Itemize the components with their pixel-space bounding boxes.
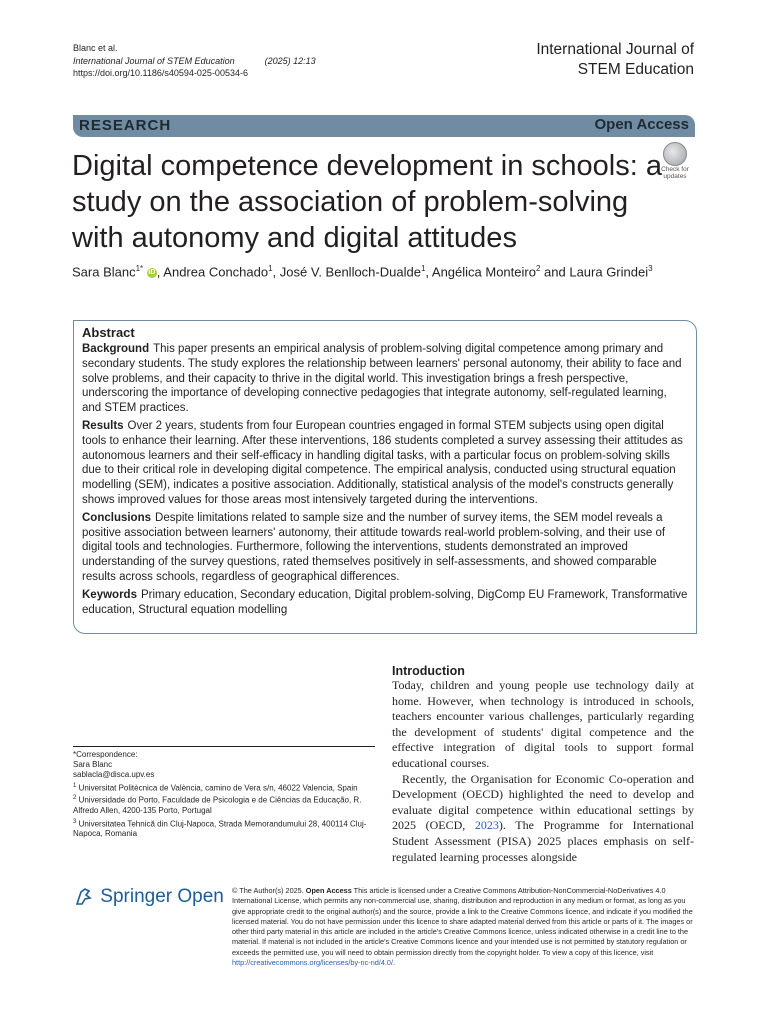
springer-horse-icon	[73, 886, 95, 908]
journal-title: International Journal of STEM Education	[536, 41, 694, 78]
abstract-heading: Abstract	[82, 325, 135, 340]
author-name[interactable]: and Laura Grindei	[540, 264, 649, 280]
abstract-background: Background This paper presents an empirical analysis of problem-solving digital competence among primary and secondary students. The study explores the relationship between learners' personal autonomy, their ability to face and solve problems, and their capacity to thrive in the digital world. This investigation brings a fresh perspective, underscoring the importance of developing connective pedagogies that integrate autonomy, self-regulated learning, and STEM practices.	[82, 343, 682, 415]
article-type-label: RESEARCH	[79, 117, 172, 134]
check-updates-icon	[663, 142, 687, 166]
running-header	[73, 42, 316, 80]
license-text: © The Author(s) 2025. Open Access This article is licensed under a Creative Commons Attribution-NonCommercial-NoDerivatives 4.0 International License, which permits any non-commercial use, sharing, distribution and reproduction in any medium or format, as long as you give appropriate credit to the original author(s) and the source, provide a link to the Creative Commons licence, and indicate if you modified the licensed material. You do not have permission under this licence to share adapted material derived from this article or parts of it. The images or other third party material in this article are included in the article's Creative Commons licence, unless indicated otherwise in a credit line to the material. If material is not included in the article's Creative Commons licence and your intended use is not permitted by statutory regulation or exceeds the permitted use, you will need to obtain permission directly from the copyright holder. To view a copy of this licence, visit http://creativecommons.org/licenses/by-nc-nd/4.0/.	[232, 886, 693, 968]
author-name[interactable]: , José V. Benlloch-Dualde	[272, 264, 421, 280]
author-list: Sara Blanc$^{1*}$ iD , Andrea Conchado$^1$, José V. Benlloch-Dualde$^1$, Angélica Monteiro$^2$ and Laura Grindei$^3$	[72, 264, 653, 280]
check-for-updates-badge[interactable]: Check for updates	[656, 142, 694, 180]
paragraph: Today, children and young people use technology daily at home. However, when technology is introduced in schools, teachers encounter various challenges, particularly regarding the development of students' digital competence and the effective integration of digital tools to support formal educational courses.	[392, 678, 694, 770]
author-name[interactable]: , Angélica Monteiro	[425, 264, 536, 280]
article-type-band	[73, 115, 695, 137]
section-heading: Introduction	[392, 664, 465, 678]
author-line: Blanc et al.	[73, 43, 118, 53]
paragraph: Recently, the Organisation for Economic Co-operation and Development (OECD) highlighted the need to develop and evaluate digital competence within educational settings by 2025 (OECD, 2023). The Programme for International Student Assessment (PISA) 2025 places emphasis on self-regulated learning processes alongside	[392, 771, 694, 864]
journal-name: International Journal of STEM Education	[73, 55, 235, 66]
volume: (2025) 12:13	[264, 55, 316, 66]
author-name[interactable]: Sara Blanc	[72, 264, 136, 280]
abstract-box	[73, 320, 697, 634]
correspondence-note: *Correspondence: Sara Blanc sablacla@disca.upv.es $^1$ Universitat Politècnica de València, camino de Vera s/n, 46022 Valencia, Spain $^2$ Universidade do Porto, Faculdade de Psicologia e de Ciências da Educação, R. Alfredo Allen, 4200-135 Porto, Portugal $^3$ Universitatea Tehnică din Cluj-Napoca, Strada Memorandumului 28, 400114 Cluj-Napoca, Romania	[73, 746, 375, 840]
keywords: Keywords Primary education, Secondary education, Digital problem-solving, DigComp EU Framework, Transformative education, Structural equation modelling	[82, 588, 688, 616]
abstract-results: Results Over 2 years, students from four European countries engaged in formal STEM subjects using open digital tools to enhance their learning. After these interventions, 186 students completed a survey assessing their attitudes as autonomous learners and their self-efficacy in handling digital tasks, with a particular focus on problem-solving skills due to their critical role in developing digital competence. The empirical analysis, conducted using structural equation modelling (SEM), indicates a positive association. Additionally, statistical analysis of the model's constructs generally shows improved values for those areas most intensively targeted during the interventions.	[82, 419, 683, 506]
introduction-section	[392, 664, 694, 865]
license-link[interactable]: http://creativecommons.org/licenses/by-nc-nd/4.0/	[232, 958, 394, 968]
email-link[interactable]: sablacla@disca.upv.es	[73, 770, 155, 780]
abstract-conclusions: Conclusions Despite limitations related to sample size and the number of survey items, the SEM model reveals a positive association between learners' autonomy, their attitude towards real-world problem-solving, and their use of digital tools and technologies. Furthermore, following the interventions, students demonstrated an improved understanding of the survey questions, rated themselves positively in self-assessments, and showed comparable results across schools, regardless of geographical differences.	[82, 511, 666, 583]
orcid-icon[interactable]: iD	[148, 268, 156, 276]
author-name[interactable]: , Andrea Conchado	[156, 264, 269, 280]
doi-link[interactable]: https://doi.org/10.1186/s40594-025-00534-6	[73, 68, 248, 78]
open-access-label: Open Access	[594, 116, 689, 133]
citation-link[interactable]: 2023	[474, 818, 499, 833]
article-title: Digital competence development in schools: a study on the association of problem-solving with autonomy and digital attitudes	[72, 150, 662, 254]
springer-open-logo: Springer Open	[73, 886, 224, 908]
